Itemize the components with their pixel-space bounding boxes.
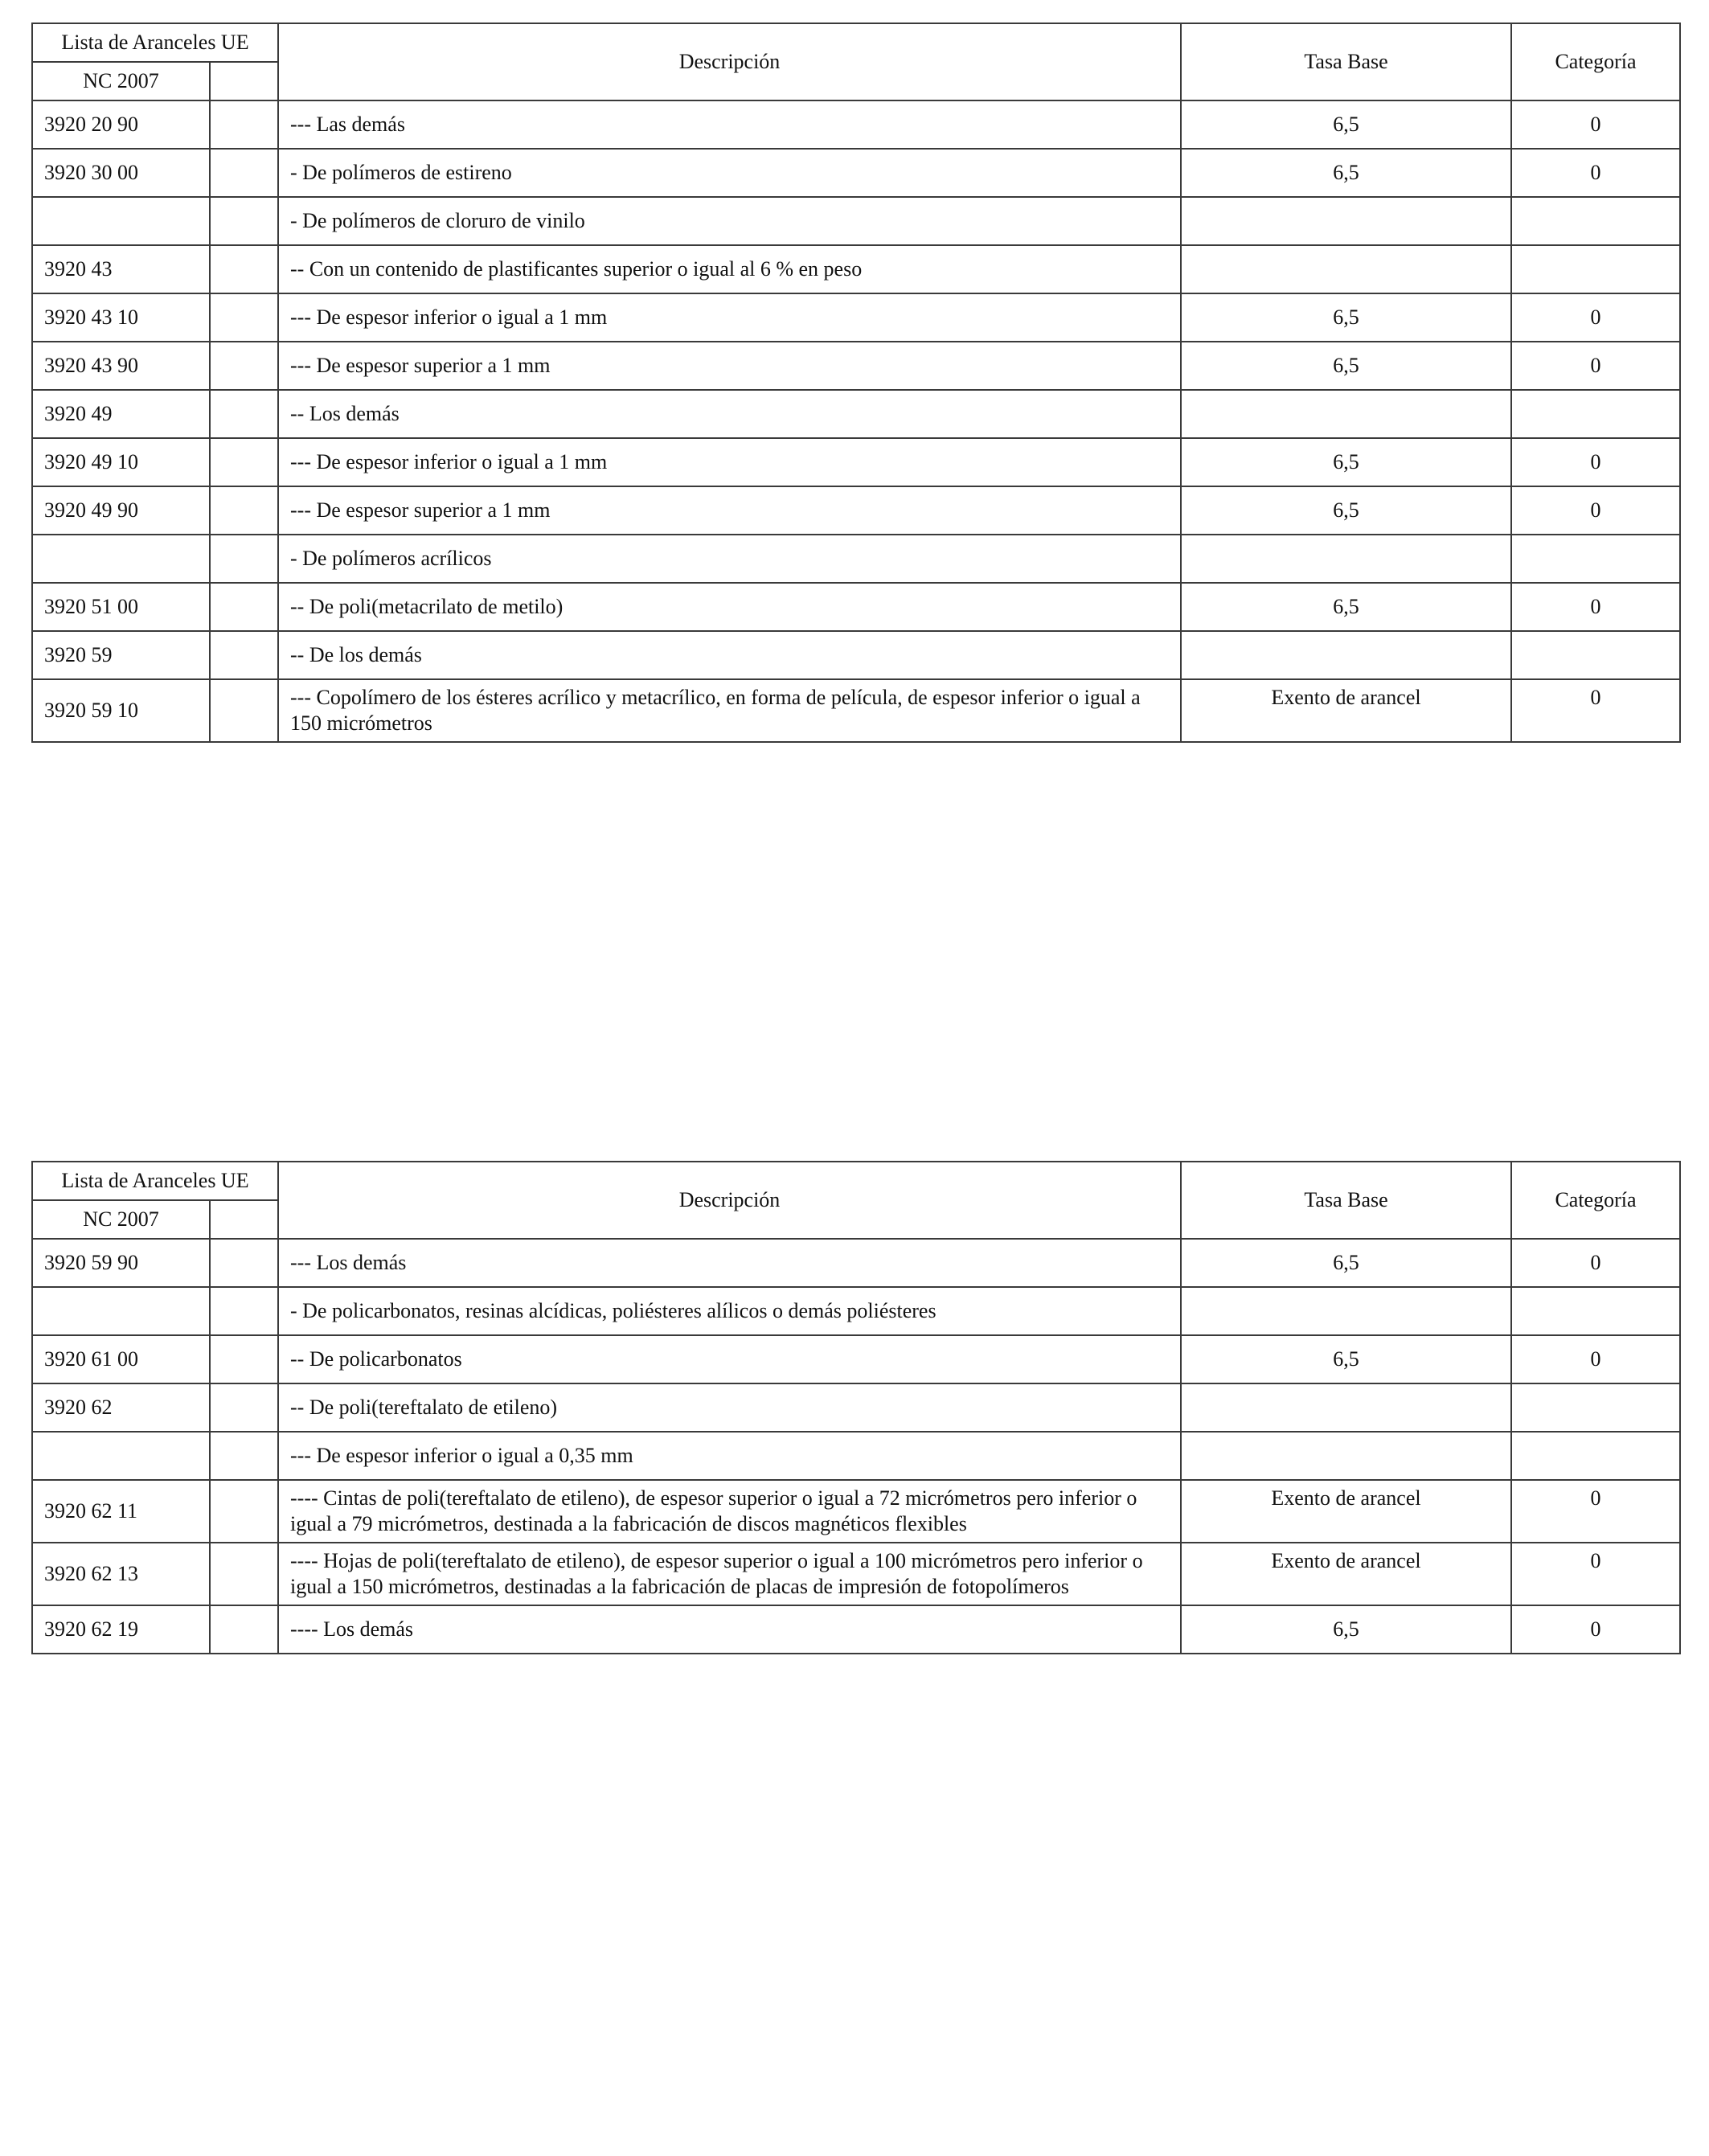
header-row-top <box>32 1162 1680 1200</box>
cell-description: - De polímeros acrílicos <box>278 535 1181 583</box>
cell-code-blank <box>210 1239 278 1287</box>
table-row <box>32 438 1680 486</box>
table-row <box>32 342 1680 390</box>
cell-code: 3920 62 19 <box>32 1605 210 1654</box>
table-row <box>32 1543 1680 1605</box>
cell-base-rate <box>1181 390 1511 438</box>
cell-base-rate: Exento de arancel <box>1181 679 1511 742</box>
cell-description: - De policarbonatos, resinas alcídicas, poliésteres alílicos o demás poliésteres <box>278 1287 1181 1335</box>
cell-code: 3920 59 10 <box>32 679 210 742</box>
cell-base-rate <box>1181 1287 1511 1335</box>
cell-category: 0 <box>1511 149 1680 197</box>
cell-code-blank <box>210 149 278 197</box>
cell-description: - De polímeros de cloruro de vinilo <box>278 197 1181 245</box>
cell-category <box>1511 1287 1680 1335</box>
cell-category: 0 <box>1511 438 1680 486</box>
cell-code <box>32 535 210 583</box>
cell-base-rate: 6,5 <box>1181 1335 1511 1383</box>
cell-base-rate <box>1181 197 1511 245</box>
cell-description: --- De espesor inferior o igual a 1 mm <box>278 293 1181 342</box>
cell-category: 0 <box>1511 1239 1680 1287</box>
table-row <box>32 1605 1680 1654</box>
table-row <box>32 390 1680 438</box>
cell-code: 3920 59 <box>32 631 210 679</box>
tariff-table-1-body <box>32 23 1680 742</box>
header-code: NC 2007 <box>32 62 210 100</box>
cell-code-blank <box>210 535 278 583</box>
tariff-table-1 <box>31 23 1681 743</box>
cell-base-rate: 6,5 <box>1181 100 1511 149</box>
cell-base-rate: 6,5 <box>1181 1605 1511 1654</box>
cell-base-rate: Exento de arancel <box>1181 1543 1511 1605</box>
cell-code-blank <box>210 1480 278 1543</box>
cell-base-rate: 6,5 <box>1181 293 1511 342</box>
cell-description: --- Copolímero de los ésteres acrílico y metacrílico, en forma de película, de espesor inferior o igual a 150 micrómetros <box>278 679 1181 742</box>
cell-category: 0 <box>1511 1543 1680 1605</box>
cell-description: ---- Hojas de poli(tereftalato de etileno), de espesor superior o igual a 100 micrómetros pero inferior o igual a 150 micrómetros, destinadas a la fabricación de placas de impresión de fotopolímeros <box>278 1543 1181 1605</box>
cell-base-rate: 6,5 <box>1181 149 1511 197</box>
cell-base-rate <box>1181 245 1511 293</box>
cell-code-blank <box>210 390 278 438</box>
cell-code: 3920 51 00 <box>32 583 210 631</box>
cell-code-blank <box>210 679 278 742</box>
cell-description: - De polímeros de estireno <box>278 149 1181 197</box>
cell-category <box>1511 1383 1680 1432</box>
cell-code-blank <box>210 631 278 679</box>
cell-description: -- Los demás <box>278 390 1181 438</box>
cell-code: 3920 49 <box>32 390 210 438</box>
header-category: Categoría <box>1511 1162 1680 1239</box>
cell-category: 0 <box>1511 342 1680 390</box>
cell-code: 3920 30 00 <box>32 149 210 197</box>
cell-code-blank <box>210 583 278 631</box>
cell-base-rate <box>1181 631 1511 679</box>
cell-code <box>32 1432 210 1480</box>
cell-code-blank <box>210 486 278 535</box>
table-row <box>32 293 1680 342</box>
cell-category: 0 <box>1511 1480 1680 1543</box>
tariff-table-2-body <box>32 1162 1680 1654</box>
table-row <box>32 1335 1680 1383</box>
cell-description: --- De espesor inferior o igual a 1 mm <box>278 438 1181 486</box>
table-row <box>32 1383 1680 1432</box>
table-row <box>32 631 1680 679</box>
cell-code <box>32 1287 210 1335</box>
cell-code: 3920 43 90 <box>32 342 210 390</box>
header-category: Categoría <box>1511 23 1680 100</box>
cell-code-blank <box>210 1287 278 1335</box>
cell-code: 3920 43 10 <box>32 293 210 342</box>
table-row <box>32 486 1680 535</box>
header-base-rate: Tasa Base <box>1181 1162 1511 1239</box>
cell-code-blank <box>210 438 278 486</box>
cell-base-rate: 6,5 <box>1181 583 1511 631</box>
cell-category: 0 <box>1511 100 1680 149</box>
cell-category: 0 <box>1511 679 1680 742</box>
cell-base-rate: 6,5 <box>1181 1239 1511 1287</box>
cell-description: --- De espesor inferior o igual a 0,35 mm <box>278 1432 1181 1480</box>
cell-code-blank <box>210 197 278 245</box>
cell-description: ---- Cintas de poli(tereftalato de etileno), de espesor superior o igual a 72 micrómetros pero inferior o igual a 79 micrómetros, destinada a la fabricación de discos magnéticos flexibles <box>278 1480 1181 1543</box>
cell-code-blank <box>210 1432 278 1480</box>
cell-base-rate <box>1181 535 1511 583</box>
cell-code: 3920 62 11 <box>32 1480 210 1543</box>
cell-code-blank <box>210 1605 278 1654</box>
tariff-table-2 <box>31 1161 1681 1654</box>
header-code-blank <box>210 1200 278 1239</box>
header-schedule: Lista de Aranceles UE <box>32 1162 278 1200</box>
table-row <box>32 1480 1680 1543</box>
cell-description: -- De poli(tereftalato de etileno) <box>278 1383 1181 1432</box>
cell-category: 0 <box>1511 1335 1680 1383</box>
cell-category: 0 <box>1511 486 1680 535</box>
cell-description: ---- Los demás <box>278 1605 1181 1654</box>
header-schedule: Lista de Aranceles UE <box>32 23 278 62</box>
cell-base-rate: 6,5 <box>1181 438 1511 486</box>
cell-category <box>1511 1432 1680 1480</box>
cell-code: 3920 43 <box>32 245 210 293</box>
header-code-blank <box>210 62 278 100</box>
cell-category: 0 <box>1511 583 1680 631</box>
table-row <box>32 535 1680 583</box>
cell-code: 3920 59 90 <box>32 1239 210 1287</box>
cell-description: --- Las demás <box>278 100 1181 149</box>
cell-base-rate <box>1181 1383 1511 1432</box>
cell-code: 3920 49 90 <box>32 486 210 535</box>
cell-base-rate: 6,5 <box>1181 486 1511 535</box>
header-base-rate: Tasa Base <box>1181 23 1511 100</box>
cell-base-rate <box>1181 1432 1511 1480</box>
cell-code <box>32 197 210 245</box>
cell-code-blank <box>210 1335 278 1383</box>
cell-description: --- De espesor superior a 1 mm <box>278 486 1181 535</box>
cell-category <box>1511 197 1680 245</box>
cell-description: -- De los demás <box>278 631 1181 679</box>
table-row <box>32 1287 1680 1335</box>
cell-code-blank <box>210 293 278 342</box>
cell-category <box>1511 245 1680 293</box>
cell-code: 3920 62 13 <box>32 1543 210 1605</box>
table-row <box>32 583 1680 631</box>
header-description: Descripción <box>278 1162 1181 1239</box>
table-row <box>32 679 1680 742</box>
table-row <box>32 1432 1680 1480</box>
table-row <box>32 197 1680 245</box>
table-row <box>32 1239 1680 1287</box>
cell-category: 0 <box>1511 1605 1680 1654</box>
cell-code: 3920 61 00 <box>32 1335 210 1383</box>
table-row <box>32 100 1680 149</box>
header-description: Descripción <box>278 23 1181 100</box>
cell-code-blank <box>210 342 278 390</box>
cell-category <box>1511 631 1680 679</box>
cell-description: --- De espesor superior a 1 mm <box>278 342 1181 390</box>
cell-code-blank <box>210 245 278 293</box>
cell-base-rate: Exento de arancel <box>1181 1480 1511 1543</box>
header-row-top <box>32 23 1680 62</box>
cell-category <box>1511 535 1680 583</box>
cell-code-blank <box>210 1543 278 1605</box>
cell-code: 3920 62 <box>32 1383 210 1432</box>
cell-code: 3920 49 10 <box>32 438 210 486</box>
cell-description: -- Con un contenido de plastificantes superior o igual al 6 % en peso <box>278 245 1181 293</box>
cell-category: 0 <box>1511 293 1680 342</box>
table-row <box>32 149 1680 197</box>
header-code: NC 2007 <box>32 1200 210 1239</box>
cell-description: -- De policarbonatos <box>278 1335 1181 1383</box>
cell-code-blank <box>210 1383 278 1432</box>
cell-code: 3920 20 90 <box>32 100 210 149</box>
cell-description: -- De poli(metacrilato de metilo) <box>278 583 1181 631</box>
table-row <box>32 245 1680 293</box>
cell-category <box>1511 390 1680 438</box>
cell-code-blank <box>210 100 278 149</box>
cell-description: --- Los demás <box>278 1239 1181 1287</box>
cell-base-rate: 6,5 <box>1181 342 1511 390</box>
